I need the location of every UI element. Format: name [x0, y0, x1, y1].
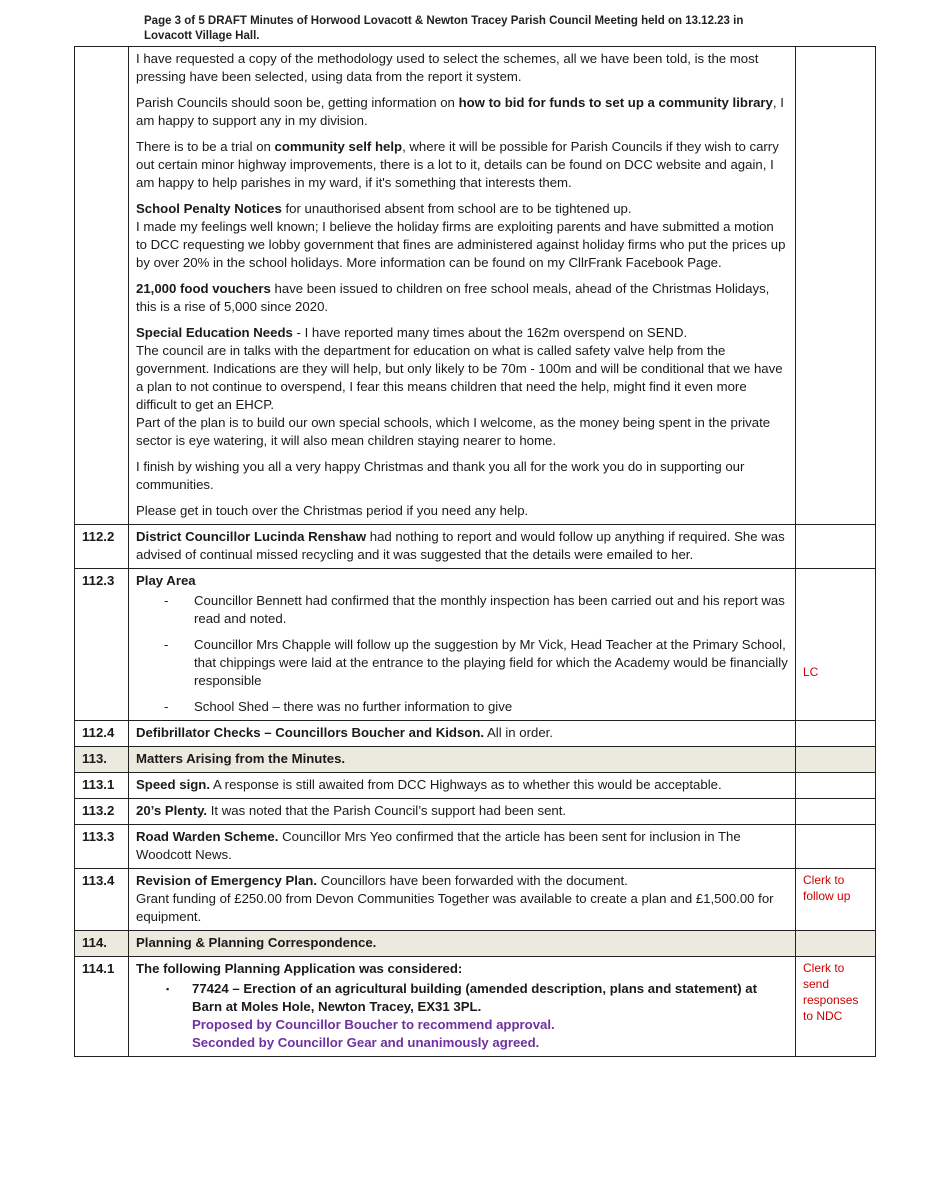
paragraph-send: Special Education Needs - I have reported many times about the 162m overspend on SEND. The council are in talks with the department for education on what is called safety valve help from the government. Indications are they will help, but only likely to be 70m - 100m and will be conditional that we have a plan to not continue to overspend, I fear this means children that need the help, might find it even more difficult to get an EHCP. Part of the plan is to build our own special schools, which I welcome, as the money being spent in the private sector is eye watering, it will also mean children staying nearer to home.: [136, 325, 783, 448]
action-cell: [796, 47, 876, 525]
table-row-114: [75, 931, 876, 957]
seconded-line: Seconded by Councillor Gear and unanimously agreed.: [192, 1035, 540, 1050]
action-cell: [796, 799, 876, 825]
planning-intro: The following Planning Application was considered:: [136, 961, 463, 976]
table-row-112-2: [75, 525, 876, 569]
item-number-cell: [75, 47, 129, 525]
paragraph-school-penalty: School Penalty Notices for unauthorised absent from school are to be tightened up. I made my feelings well known; I believe the holiday firms are exploiting parents and have submitted a motion to DCC requesting we lobby government that fines are administered against holiday firms who put the prices up by over 20% in the school holidays. More information can be found on my CllrFrank Facebook Page.: [136, 201, 786, 270]
item-body: Road Warden Scheme. Councillor Mrs Yeo confirmed that the article has been sent for inclusion in The Woodcott News.: [129, 825, 796, 869]
paragraph-community-self-help: There is to be a trial on community self help, where it will be possible for Parish Councils if they wish to carry out certain minor highway improvements, there is a lot to it, details can be found on DCC website and again, I am happy to help parishes in my ward, if it's something that interests them.: [136, 139, 779, 190]
paragraph-methodology: I have requested a copy of the methodology used to select the schemes, all we have been told, is the most pressing have been selected, using data from the report it system.: [136, 51, 759, 84]
action-cell: [796, 569, 876, 721]
item-number: 113.1: [75, 773, 129, 799]
paragraph-get-in-touch: Please get in touch over the Christmas period if you need any help.: [136, 503, 529, 518]
planning-list: [136, 980, 788, 1052]
item-body: Defibrillator Checks – Councillors Boucher and Kidson. All in order.: [129, 721, 796, 747]
page-header: Page 3 of 5 DRAFT Minutes of Horwood Lovacott & Newton Tracey Parish Council Meeting held on 13.12.23 in Lovacott Village Hall.: [144, 15, 744, 42]
paragraph-christmas-wishes: I finish by wishing you all a very happy Christmas and thank you all for the work you do in supporting our communities.: [136, 459, 745, 492]
table-row-113-2: [75, 799, 876, 825]
paragraph-food-vouchers: 21,000 food vouchers have been issued to children on free school meals, ahead of the Christmas Holidays, this is a rise of 5,000 since 2020.: [136, 281, 770, 314]
table-row-113-4: [75, 869, 876, 931]
item-body: [129, 569, 796, 721]
action-clerk-follow-up: Clerk to follow up: [796, 869, 876, 931]
table-row-112-4: [75, 721, 876, 747]
action-lc: LC: [803, 665, 819, 679]
item-number: 113.4: [75, 869, 129, 931]
table-row-113: [75, 747, 876, 773]
item-body-cell: [129, 47, 796, 525]
item-body: District Councillor Lucinda Renshaw had nothing to report and would follow up anything if required. She was advised of continual missed recycling and it was suggested that the details were emailed to her.: [129, 525, 796, 569]
action-cell: [796, 773, 876, 799]
list-item: - Councillor Bennett had confirmed that the monthly inspection has been carried out and his report was read and noted.: [164, 593, 785, 626]
item-number: 112.4: [75, 721, 129, 747]
list-item: - School Shed – there was no further information to give: [164, 699, 513, 714]
table-row-114-1: [75, 957, 876, 1057]
action-cell: [796, 525, 876, 569]
item-number: 114.1: [75, 957, 129, 1057]
item-number: 113.3: [75, 825, 129, 869]
table-row-113-1: [75, 773, 876, 799]
table-row-112-3: [75, 569, 876, 721]
action-clerk-send-responses: Clerk to send responses to NDC: [796, 957, 876, 1057]
minutes-table: [74, 46, 876, 1057]
action-cell: [796, 825, 876, 869]
paragraph-community-library: Parish Councils should soon be, getting information on how to bid for funds to set up a community library, I am happy to support any in my division.: [136, 95, 784, 128]
item-body: 20’s Plenty. It was noted that the Parish Council’s support had been sent.: [129, 799, 796, 825]
action-cell: [796, 931, 876, 957]
item-body: Revision of Emergency Plan. Councillors have been forwarded with the document. Grant funding of £250.00 from Devon Communities Together was available to create a plan and £1,500.00 for equipment.: [129, 869, 796, 931]
section-heading: Matters Arising from the Minutes.: [129, 747, 796, 773]
item-number: 113.2: [75, 799, 129, 825]
action-cell: [796, 747, 876, 773]
play-area-heading: Play Area: [136, 573, 196, 588]
item-number: 113.: [75, 747, 129, 773]
proposed-line: Proposed by Councillor Boucher to recommend approval.: [192, 1017, 555, 1032]
item-number: 112.3: [75, 569, 129, 721]
list-item: - Councillor Mrs Chapple will follow up the suggestion by Mr Vick, Head Teacher at the Primary School, that chippings were laid at the entrance to the playing field for which the Academy would be financially responsible: [164, 637, 788, 688]
list-item: ▪ 77424 – Erection of an agricultural building (amended description, plans and statement) at Barn at Moles Hole, Newton Tracey, EX31 3PL. Proposed by Councillor Boucher to recommend approval. Seconded by Councillor Gear and unanimously agreed.: [166, 980, 788, 1052]
table-row-continuation: [75, 47, 876, 525]
section-heading: Planning & Planning Correspondence.: [129, 931, 796, 957]
play-area-list: [136, 592, 788, 716]
action-cell: [796, 721, 876, 747]
item-number: 114.: [75, 931, 129, 957]
item-body: [129, 957, 796, 1057]
table-row-113-3: [75, 825, 876, 869]
item-number: 112.2: [75, 525, 129, 569]
item-body: Speed sign. A response is still awaited from DCC Highways as to whether this would be acceptable.: [129, 773, 796, 799]
